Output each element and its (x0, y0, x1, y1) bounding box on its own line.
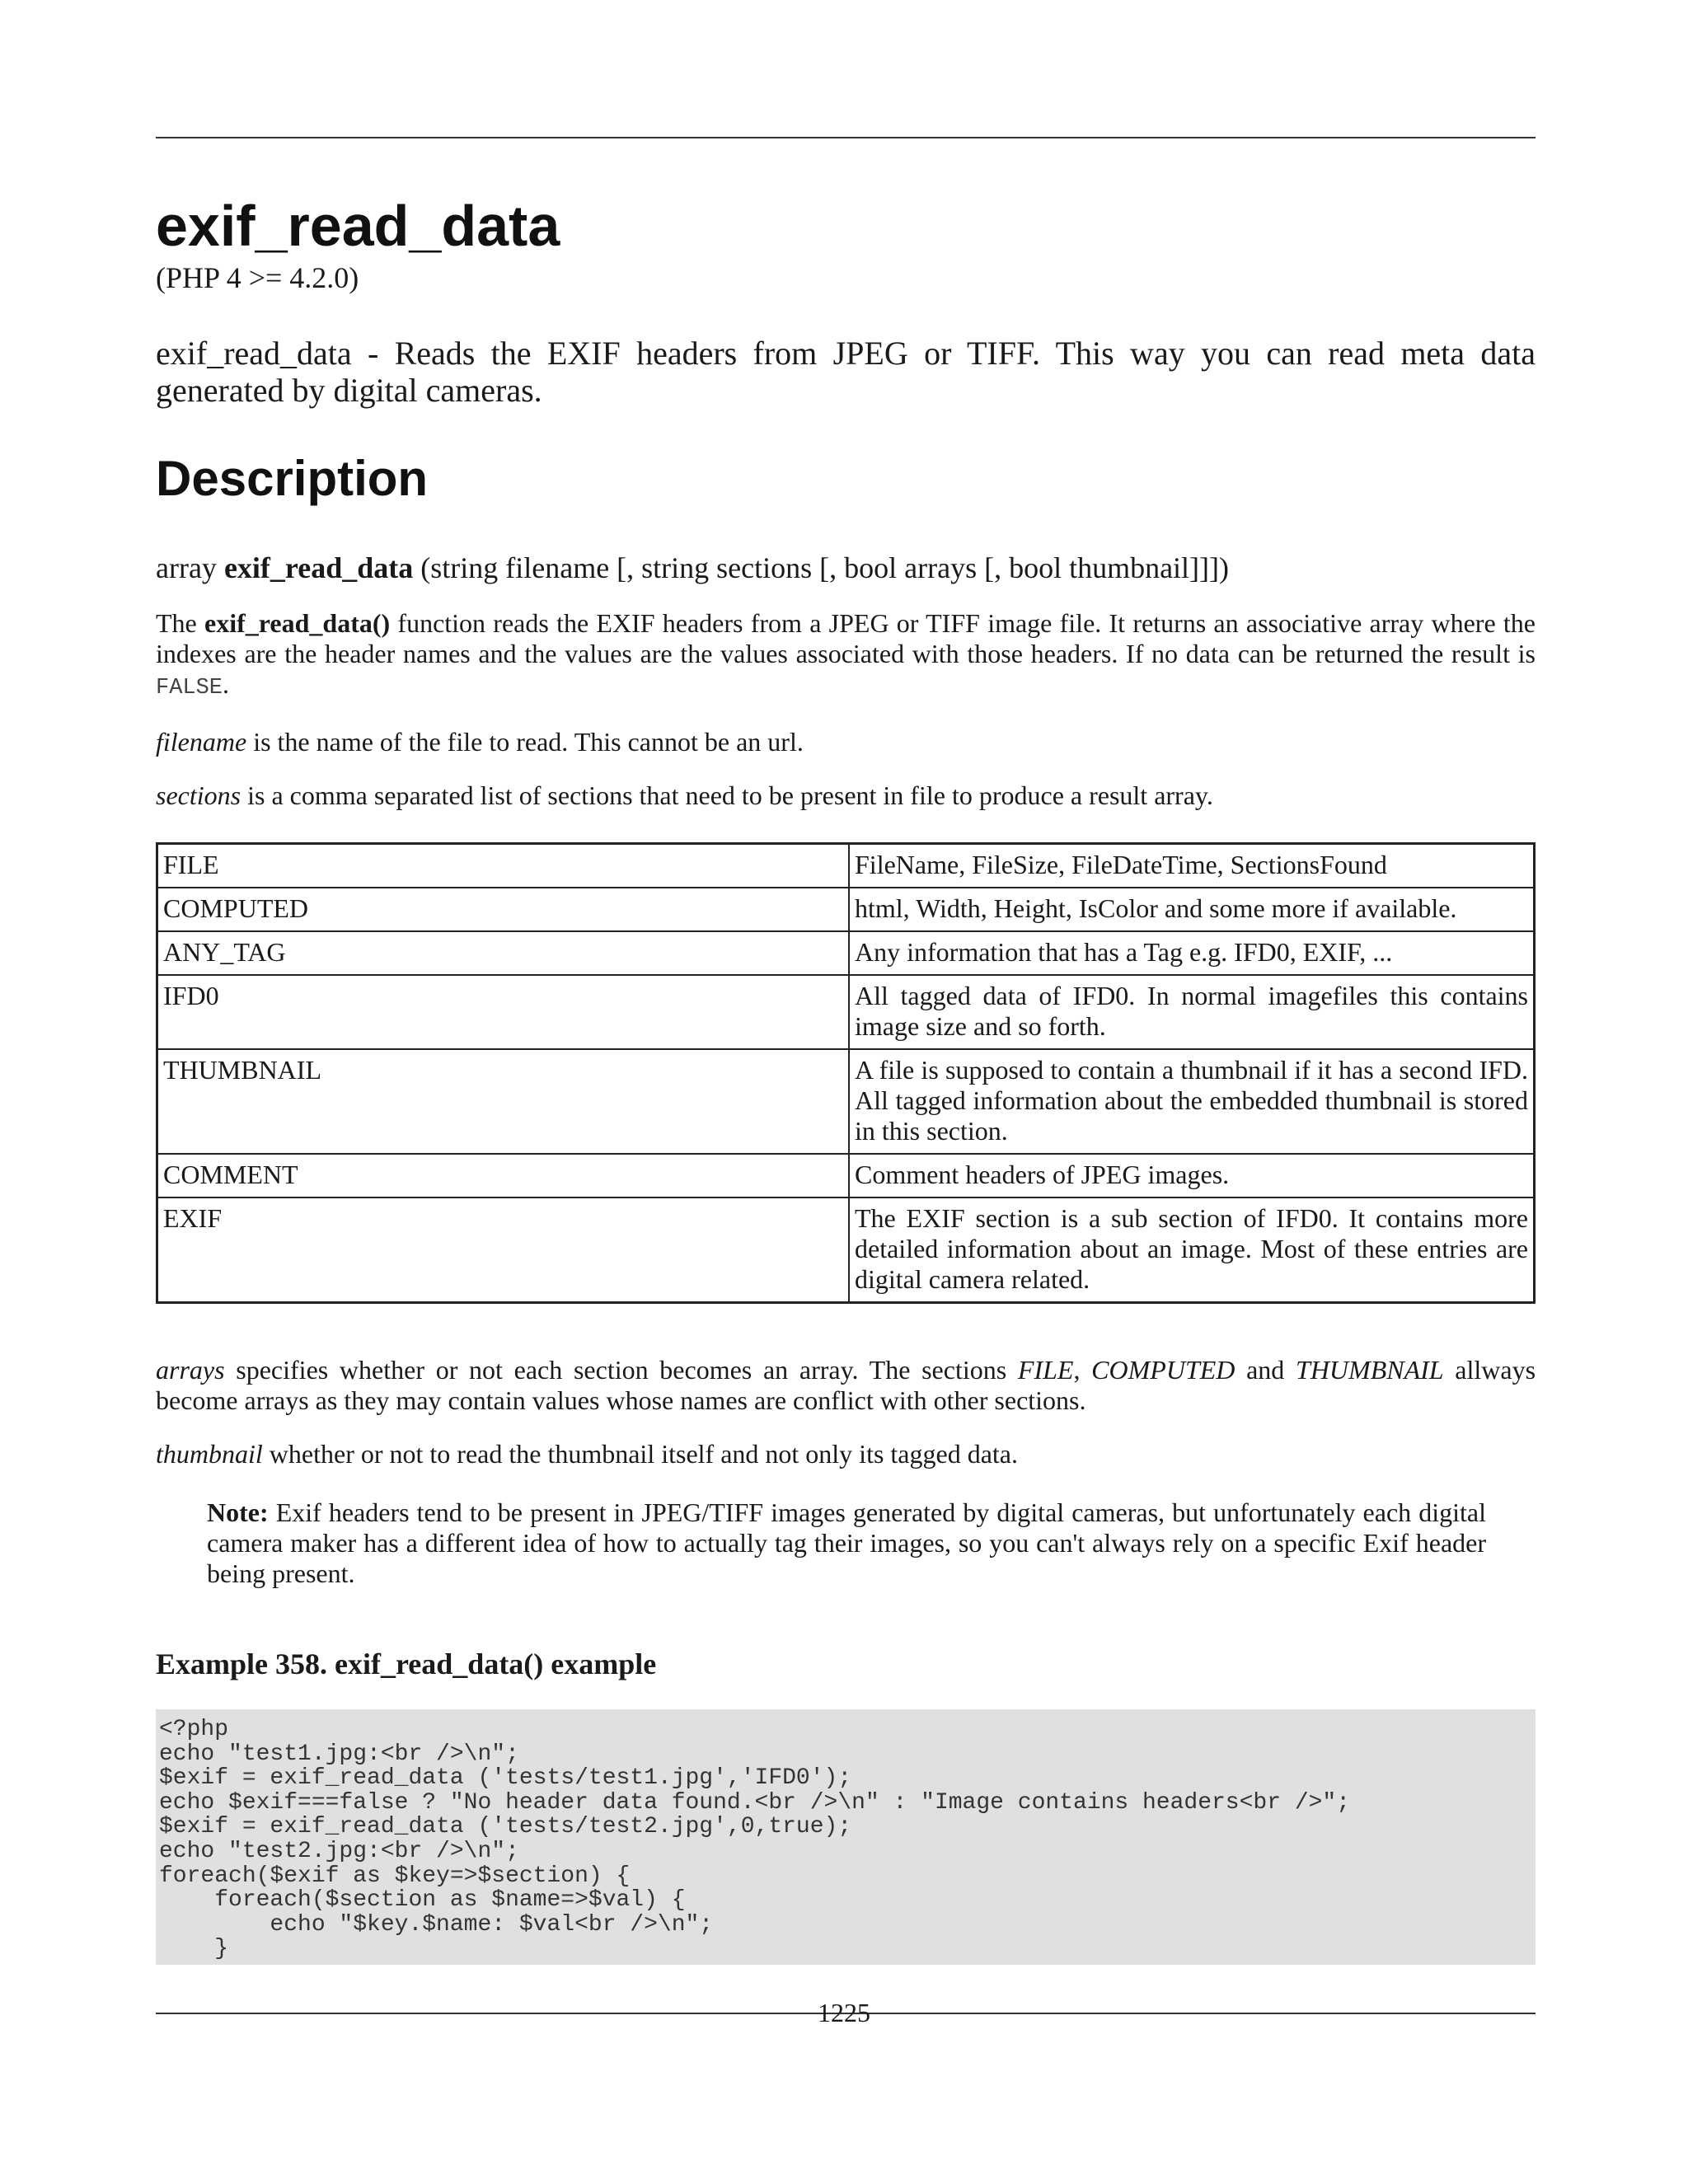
section-description: A file is supposed to contain a thumbnail if it has a second IFD. All tagged information about the embedded thumbnail is stored in this section. (849, 1049, 1535, 1154)
description-heading: Description (156, 451, 429, 506)
synopsis-function-name: exif_read_data (223, 551, 414, 584)
section-description: Any information that has a Tag e.g. IFD0, EXIF, ... (849, 931, 1535, 975)
intro-text-end: . (223, 669, 230, 699)
param-filename: filename (156, 727, 247, 757)
section-ref-thumbnail: THUMBNAIL (1296, 1355, 1444, 1385)
version-info: (PHP 4 >= 4.2.0) (156, 261, 359, 294)
thumbnail-text: whether or not to read the thumbnail itself and not only its tagged data. (262, 1439, 1018, 1469)
table-row (157, 931, 1535, 975)
section-description: FileName, FileSize, FileDateTime, SectionsFound (849, 844, 1535, 888)
sections-paragraph (156, 780, 1536, 811)
section-description: html, Width, Height, IsColor and some more if available. (849, 888, 1535, 931)
false-constant: FALSE (156, 676, 223, 701)
section-description: Comment headers of JPEG images. (849, 1154, 1535, 1197)
section-name: FILE (157, 844, 850, 888)
section-name: COMMENT (157, 1154, 850, 1197)
section-name: THUMBNAIL (157, 1049, 850, 1154)
code-example: <?php echo "test1.jpg:<br />\n"; $exif = exif_read_data ('tests/test1.jpg','IFD0'); echo $exif===false ? "No header data found.<br />\n" : "Image contains headers<br />"; $exif = exif_read_data ('tests/test2.jpg',0,true); echo "test2.jpg:<br />\n"; foreach($exif as $key=>$section) { foreach($section as $name=>$val) { echo "$key.$name: $val<br />\n"; } (156, 1709, 1536, 1965)
sections-text: is a comma separated list of sections that need to be present in file to produce a result array. (241, 780, 1213, 810)
arrays-paragraph (156, 1355, 1536, 1416)
intro-function-name: exif_read_data() (204, 608, 391, 638)
section-name: ANY_TAG (157, 931, 850, 975)
function-synopsis (156, 551, 1536, 585)
section-ref-computed: COMPUTED (1091, 1355, 1236, 1385)
section-ref-file: FILE (1017, 1355, 1074, 1385)
table-row (157, 1197, 1535, 1303)
filename-text: is the name of the file to read. This cannot be an url. (246, 727, 804, 757)
function-summary: exif_read_data - Reads the EXIF headers from JPEG or TIFF. This way you can read meta data generated by digital cameras. (156, 335, 1536, 409)
section-name: COMPUTED (157, 888, 850, 931)
table-row (157, 1154, 1535, 1197)
page-content (156, 137, 1536, 1965)
arrays-text: specifies whether or not each section becomes an array. The sections (224, 1355, 1018, 1385)
section-description: The EXIF section is a sub section of IFD0. It contains more detailed information about an image. Most of these entries are digital camera related. (849, 1197, 1535, 1303)
param-thumbnail: thumbnail (156, 1439, 263, 1469)
page-number: 1225 (818, 1998, 870, 2027)
table-row (157, 888, 1535, 931)
intro-text-start: The (156, 608, 205, 638)
filename-paragraph (156, 727, 1536, 757)
arrays-text: allways become arrays as they may contain values whose names are conflict with other sections. (156, 1355, 1536, 1415)
section-name: EXIF (157, 1197, 850, 1303)
note-label: Note: (207, 1497, 269, 1527)
arrays-text: and (1235, 1355, 1296, 1385)
arrays-text: , (1073, 1355, 1092, 1385)
param-sections: sections (156, 780, 241, 810)
section-name: IFD0 (157, 975, 850, 1049)
table-row (157, 975, 1535, 1049)
intro-text: function reads the EXIF headers from a JPEG or TIFF image file. It returns an associative array where the indexes are the header names and the values are the values associated with those headers. If no data can be returned the result is (156, 608, 1536, 668)
section-description: All tagged data of IFD0. In normal imagefiles this contains image size and so forth. (849, 975, 1535, 1049)
note-block (207, 1497, 1486, 1589)
note-text: Exif headers tend to be present in JPEG/TIFF images generated by digital cameras, but unfortunately each digital camera maker has a different idea of how to actually tag their images, so you can't always rely on a specific Exif header being present. (207, 1497, 1486, 1588)
sections-table (156, 842, 1536, 1304)
param-arrays: arrays (156, 1355, 225, 1385)
intro-paragraph (156, 608, 1536, 704)
page-title: exif_read_data (156, 194, 560, 258)
thumbnail-paragraph (156, 1439, 1536, 1469)
synopsis-params: (string filename [, string sections [, bool arrays [, bool thumbnail]]]) (420, 551, 1230, 584)
example-title: Example 358. exif_read_data() example (156, 1647, 657, 1680)
synopsis-return-type: array (156, 551, 217, 584)
table-row (157, 844, 1535, 888)
table-row (157, 1049, 1535, 1154)
